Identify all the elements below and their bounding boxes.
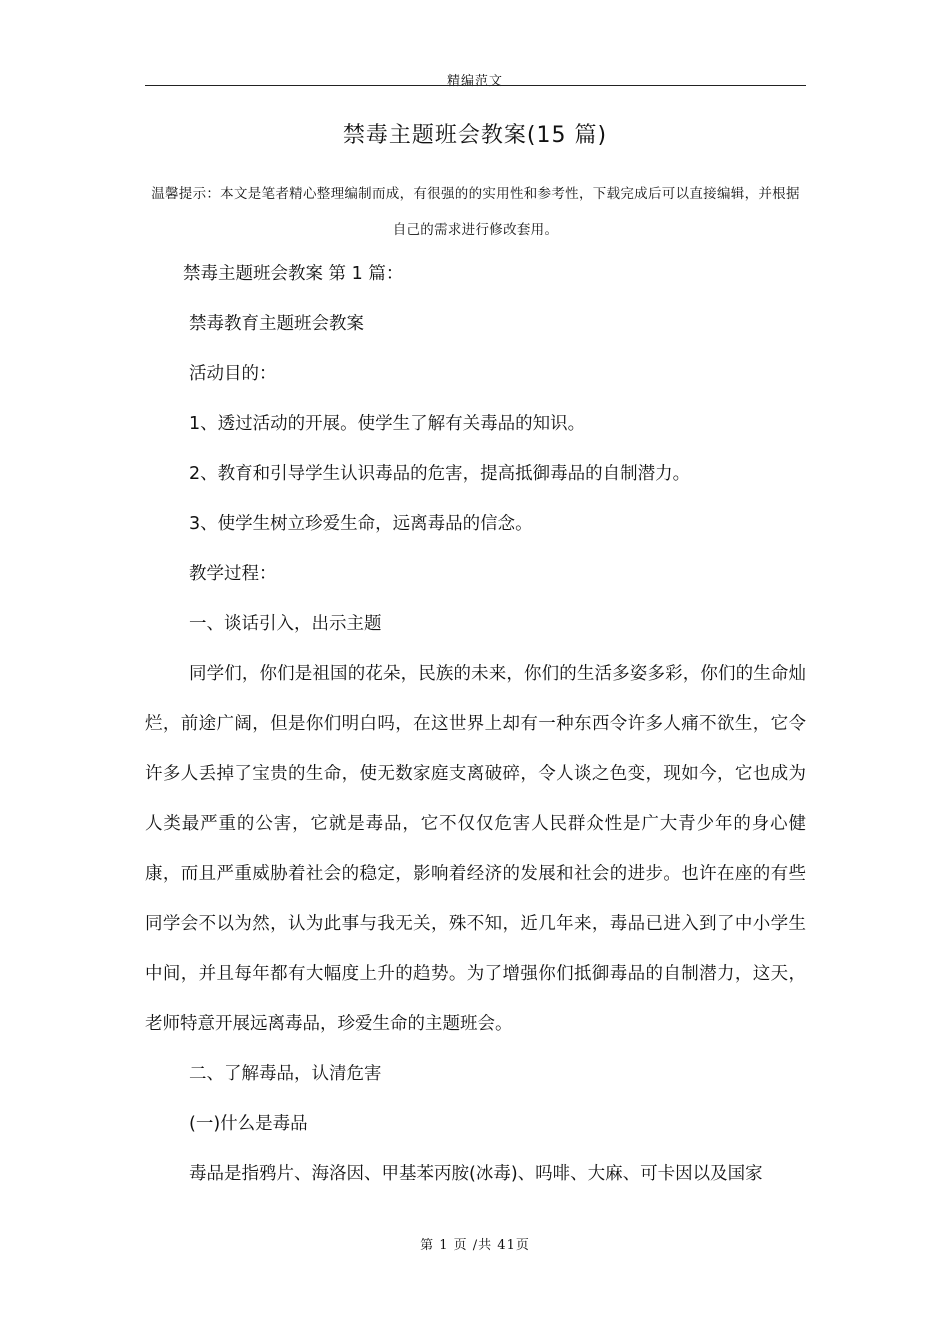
paragraph-step-1-heading: 一、谈话引入，出示主题 (189, 614, 382, 634)
paragraph-goal-3: 3、使学生树立珍爱生命，远离毒品的信念。 (189, 514, 533, 534)
paragraph-subtitle: 禁毒教育主题班会教案 (189, 314, 364, 334)
page-header: 精编范文 (446, 74, 503, 89)
paragraph-subheading: (一)什么是毒品 (189, 1114, 308, 1134)
paragraph-section-heading: 禁毒主题班会教案 第 1 篇： (183, 264, 404, 284)
paragraph-goal-1: 1、透过活动的开展。使学生了解有关毒品的知识。 (189, 414, 586, 434)
document-body (145, 249, 806, 1199)
paragraph-step-2-heading: 二、了解毒品，认清危害 (189, 1064, 382, 1084)
page-footer: 第 1 页 /共 41页 (420, 1238, 530, 1253)
paragraph-definition: 毒品是指鸦片、海洛因、甲基苯丙胺(冰毒)、吗啡、大麻、可卡因以及国家 (189, 1164, 763, 1184)
paragraph-goal-heading: 活动目的： (189, 364, 277, 384)
paragraph-process-heading: 教学过程： (189, 564, 277, 584)
paragraph-goal-2: 2、教育和引导学生认识毒品的危害，提高抵御毒品的自制潜力。 (189, 464, 691, 484)
paragraph-intro-text: 同学们，你们是祖国的花朵，民族的未来，你们的生活多姿多彩，你们的生命灿烂，前途广阔，但是你们明白吗，在这世界上却有一种东西令许多人痛不欲生，它令许多人丢掉了宝贵的生命，使无数家庭支离破碎，令人谈之色变，现如今，它也成为人类最严重的公害，它就是毒品，它不仅仅危害人民群众性是广大青少年的身心健康，而且严重威胁着社会的稳定，影响着经济的发展和社会的进步。也许在座的有些同学会不以为然，认为此事与我无关，殊不知，近几年来，毒品已进入到了中小学生中间，并且每年都有大幅度上升的趋势。为了增强你们抵御毒品的自制潜力，这天，老师特意开展远离毒品，珍爱生命的主题班会。 (145, 664, 806, 1034)
header-divider (145, 85, 806, 86)
document-title: 禁毒主题班会教案(15 篇) (342, 123, 608, 148)
reminder-note: 温馨提示：本文是笔者精心整理编制而成，有很强的的实用性和参考性，下载完成后可以直接编辑，并根据自己的需求进行修改套用。 (151, 186, 800, 238)
